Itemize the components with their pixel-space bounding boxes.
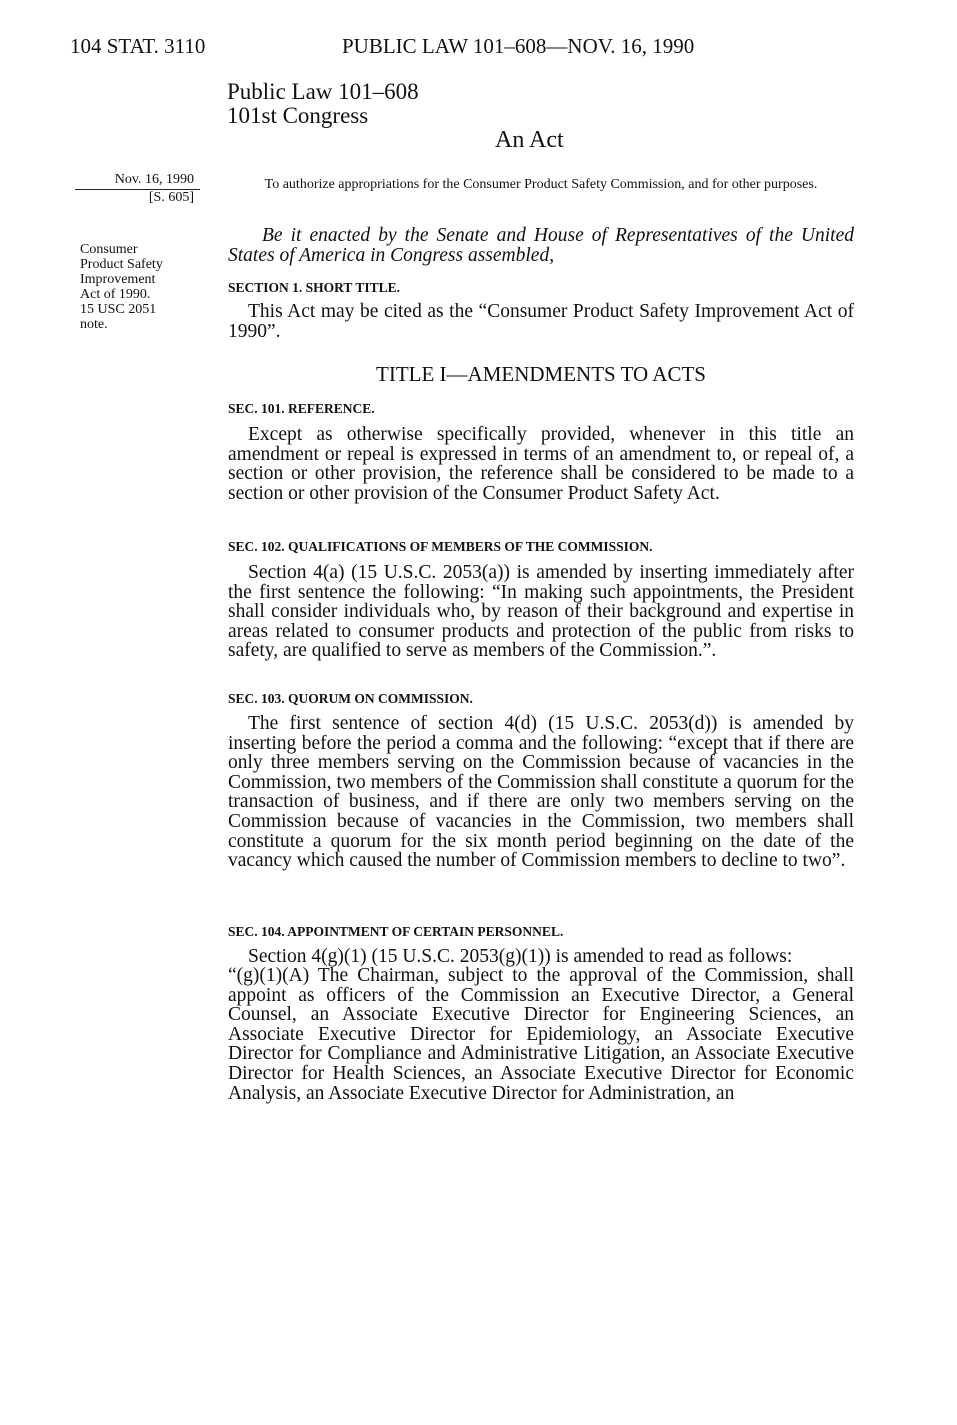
margin-note-line: Consumer: [80, 242, 138, 257]
margin-note-line: Improvement: [80, 272, 156, 287]
act-label: An Act: [495, 127, 564, 153]
section-103-text: The first sentence of section 4(d) (15 U.S.C. 2053(d)) is amended by inserting before the period a comma and the following: “except that if there are only three members serving on the Commission because of vacancies in the Commission, two members of the Commission shall constitute a quorum for the transaction of business, and if there are only two members serving on the Commission because of vacancies in the Commission, two members shall constitute a quorum for the six month period beginning on the date of the vacancy which caused the number of Commission members to decline to two”.: [228, 713, 854, 872]
congress-number: 101st Congress: [227, 103, 369, 128]
section-1-text: This Act may be cited as the “Consumer Product Safety Improvement Act of 1990”.: [228, 301, 854, 342]
statute-page-number: 104 STAT. 3110: [70, 34, 206, 58]
margin-date-block: [80, 172, 194, 206]
purpose-statement: To authorize appropriations for the Consumer Product Safety Commission, and for other purposes.: [264, 177, 818, 192]
section-104-heading: SEC. 104. APPOINTMENT OF CERTAIN PERSONNEL.: [228, 924, 564, 939]
law-identification: [227, 80, 419, 128]
margin-note-line: note.: [80, 317, 108, 332]
public-law-number: Public Law 101–608: [227, 79, 419, 104]
margin-note-line: Act of 1990.: [80, 287, 151, 302]
section-102-text: Section 4(a) (15 U.S.C. 2053(a)) is amended by inserting immediately after the first sentence the following: “In making such appointments, the President shall consider individuals who, by reason of their background and expertise in areas related to consumer products and protection of the public from risks to safety, are qualified to serve as members of the Commission.”.: [228, 562, 854, 662]
section-1-heading: SECTION 1. SHORT TITLE.: [228, 280, 400, 295]
margin-date: Nov. 16, 1990: [114, 172, 194, 187]
margin-note-line: Product Safety: [80, 257, 163, 272]
enacting-clause: Be it enacted by the Senate and House of Representatives of the United States of America in Congress assembled,: [228, 225, 854, 266]
running-title: PUBLIC LAW 101–608—NOV. 16, 1990: [342, 34, 695, 58]
section-101-text: Except as otherwise specifically provided, whenever in this title an amendment or repeal is expressed in terms of an amendment to, or repeal of, a section or other provision, the reference shall be considered to be made to a section or other provision of the Consumer Product Safety Act.: [228, 424, 854, 504]
margin-bill-number: [S. 605]: [148, 190, 194, 205]
margin-note-line: 15 USC 2051: [80, 302, 157, 317]
section-103-heading: SEC. 103. QUORUM ON COMMISSION.: [228, 691, 473, 706]
section-102-heading: SEC. 102. QUALIFICATIONS OF MEMBERS OF THE COMMISSION.: [228, 539, 653, 554]
section-104-quoted-text: “(g)(1)(A) The Chairman, subject to the approval of the Commission, shall appoint as officers of the Commission an Executive Director, a General Counsel, an Associate Executive Director for Engineering Sciences, an Associate Executive Director for Epidemiology, an Associate Executive Director for Compliance and Administrative Litigation, an Associate Executive Director for Health Sciences, an Associate Executive Director for Economic Analysis, an Associate Executive Director for Administration, an: [228, 965, 854, 1104]
title-heading: TITLE I—AMENDMENTS TO ACTS: [376, 362, 706, 386]
section-101-heading: SEC. 101. REFERENCE.: [228, 401, 375, 416]
margin-notes: [80, 242, 210, 332]
section-104-intro: Section 4(g)(1) (15 U.S.C. 2053(g)(1)) is amended to read as follows:: [248, 946, 793, 967]
